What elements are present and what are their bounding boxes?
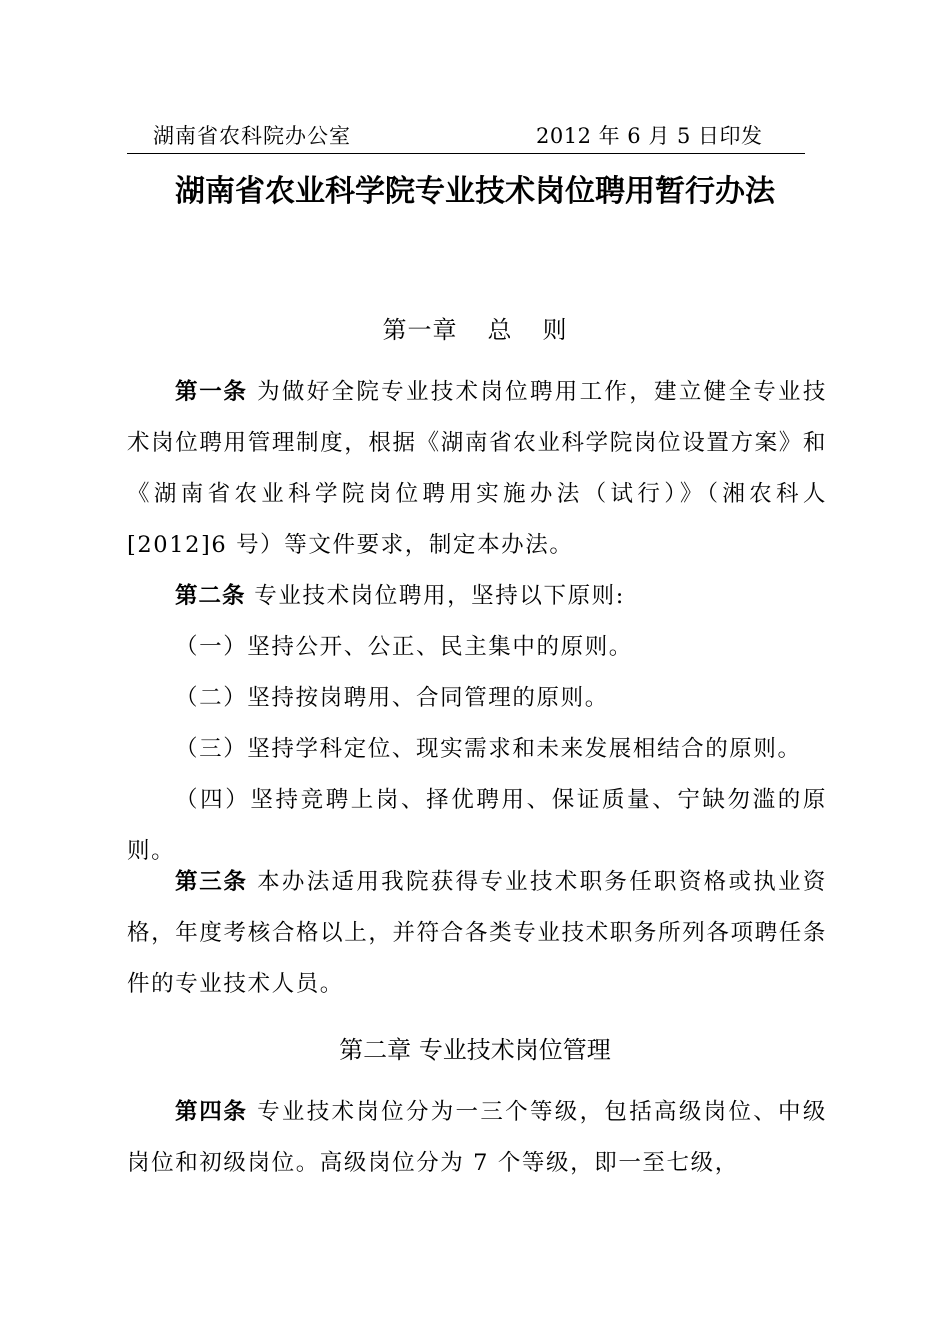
article-3-block	[127, 857, 827, 1010]
article-2-item: （四）坚持竞聘上岗、择优聘用、保证质量、宁缺勿滥的原则。	[127, 787, 827, 864]
chapter-2-number: 第二章	[339, 1036, 412, 1064]
article-1	[127, 367, 827, 571]
article-2-item: （三）坚持学科定位、现实需求和未来发展相结合的原则。	[175, 736, 802, 762]
chapter-2-body	[127, 1087, 827, 1189]
article-1-text: 为做好全院专业技术岗位聘用工作，建立健全专业技术岗位聘用管理制度，根据《湖南省农业科学院岗位设置方案》和《湖南省农业科学院岗位聘用实施办法（试行）》（湘农科人[2012]6 号）等文件要求，制定本办法。	[127, 379, 827, 558]
issue-date: 2012 年 6 月 5 日印发	[536, 124, 763, 148]
document-title: 湖南省农业科学院专业技术岗位聘用暂行办法	[175, 174, 775, 209]
article-2	[127, 571, 827, 622]
chapter-1-number: 第一章	[382, 316, 458, 344]
article-2-item: （一）坚持公开、公正、民主集中的原则。	[175, 634, 633, 660]
article-2-label: 第二条	[175, 583, 246, 609]
article-3-label: 第三条	[175, 869, 248, 895]
article-2-item: （二）坚持按岗聘用、合同管理的原则。	[175, 685, 609, 711]
issuance-header	[127, 118, 805, 154]
article-1-label: 第一条	[175, 379, 248, 405]
chapter-2-heading	[0, 1032, 950, 1068]
article-4	[127, 1087, 827, 1189]
chapter-2-name: 专业技术岗位管理	[418, 1036, 611, 1064]
article-3	[127, 857, 827, 1010]
chapter-1-heading	[0, 312, 950, 348]
chapter-1-body	[127, 367, 827, 877]
chapter-1-name: 总	[487, 316, 513, 344]
issuing-office: 湖南省农科院办公室	[153, 124, 351, 148]
chapter-1-name-2: 则	[542, 316, 568, 344]
article-3-text: 本办法适用我院获得专业技术职务任职资格或执业资格，年度考核合格以上，并符合各类专业技术职务所列各项聘任条件的专业技术人员。	[127, 869, 827, 997]
article-4-text: 专业技术岗位分为一三个等级，包括高级岗位、中级岗位和初级岗位。高级岗位分为 7 个等级，即一至七级，	[127, 1099, 827, 1176]
article-4-label: 第四条	[175, 1099, 248, 1125]
article-2-text: 专业技术岗位聘用，坚持以下原则:	[254, 583, 625, 609]
